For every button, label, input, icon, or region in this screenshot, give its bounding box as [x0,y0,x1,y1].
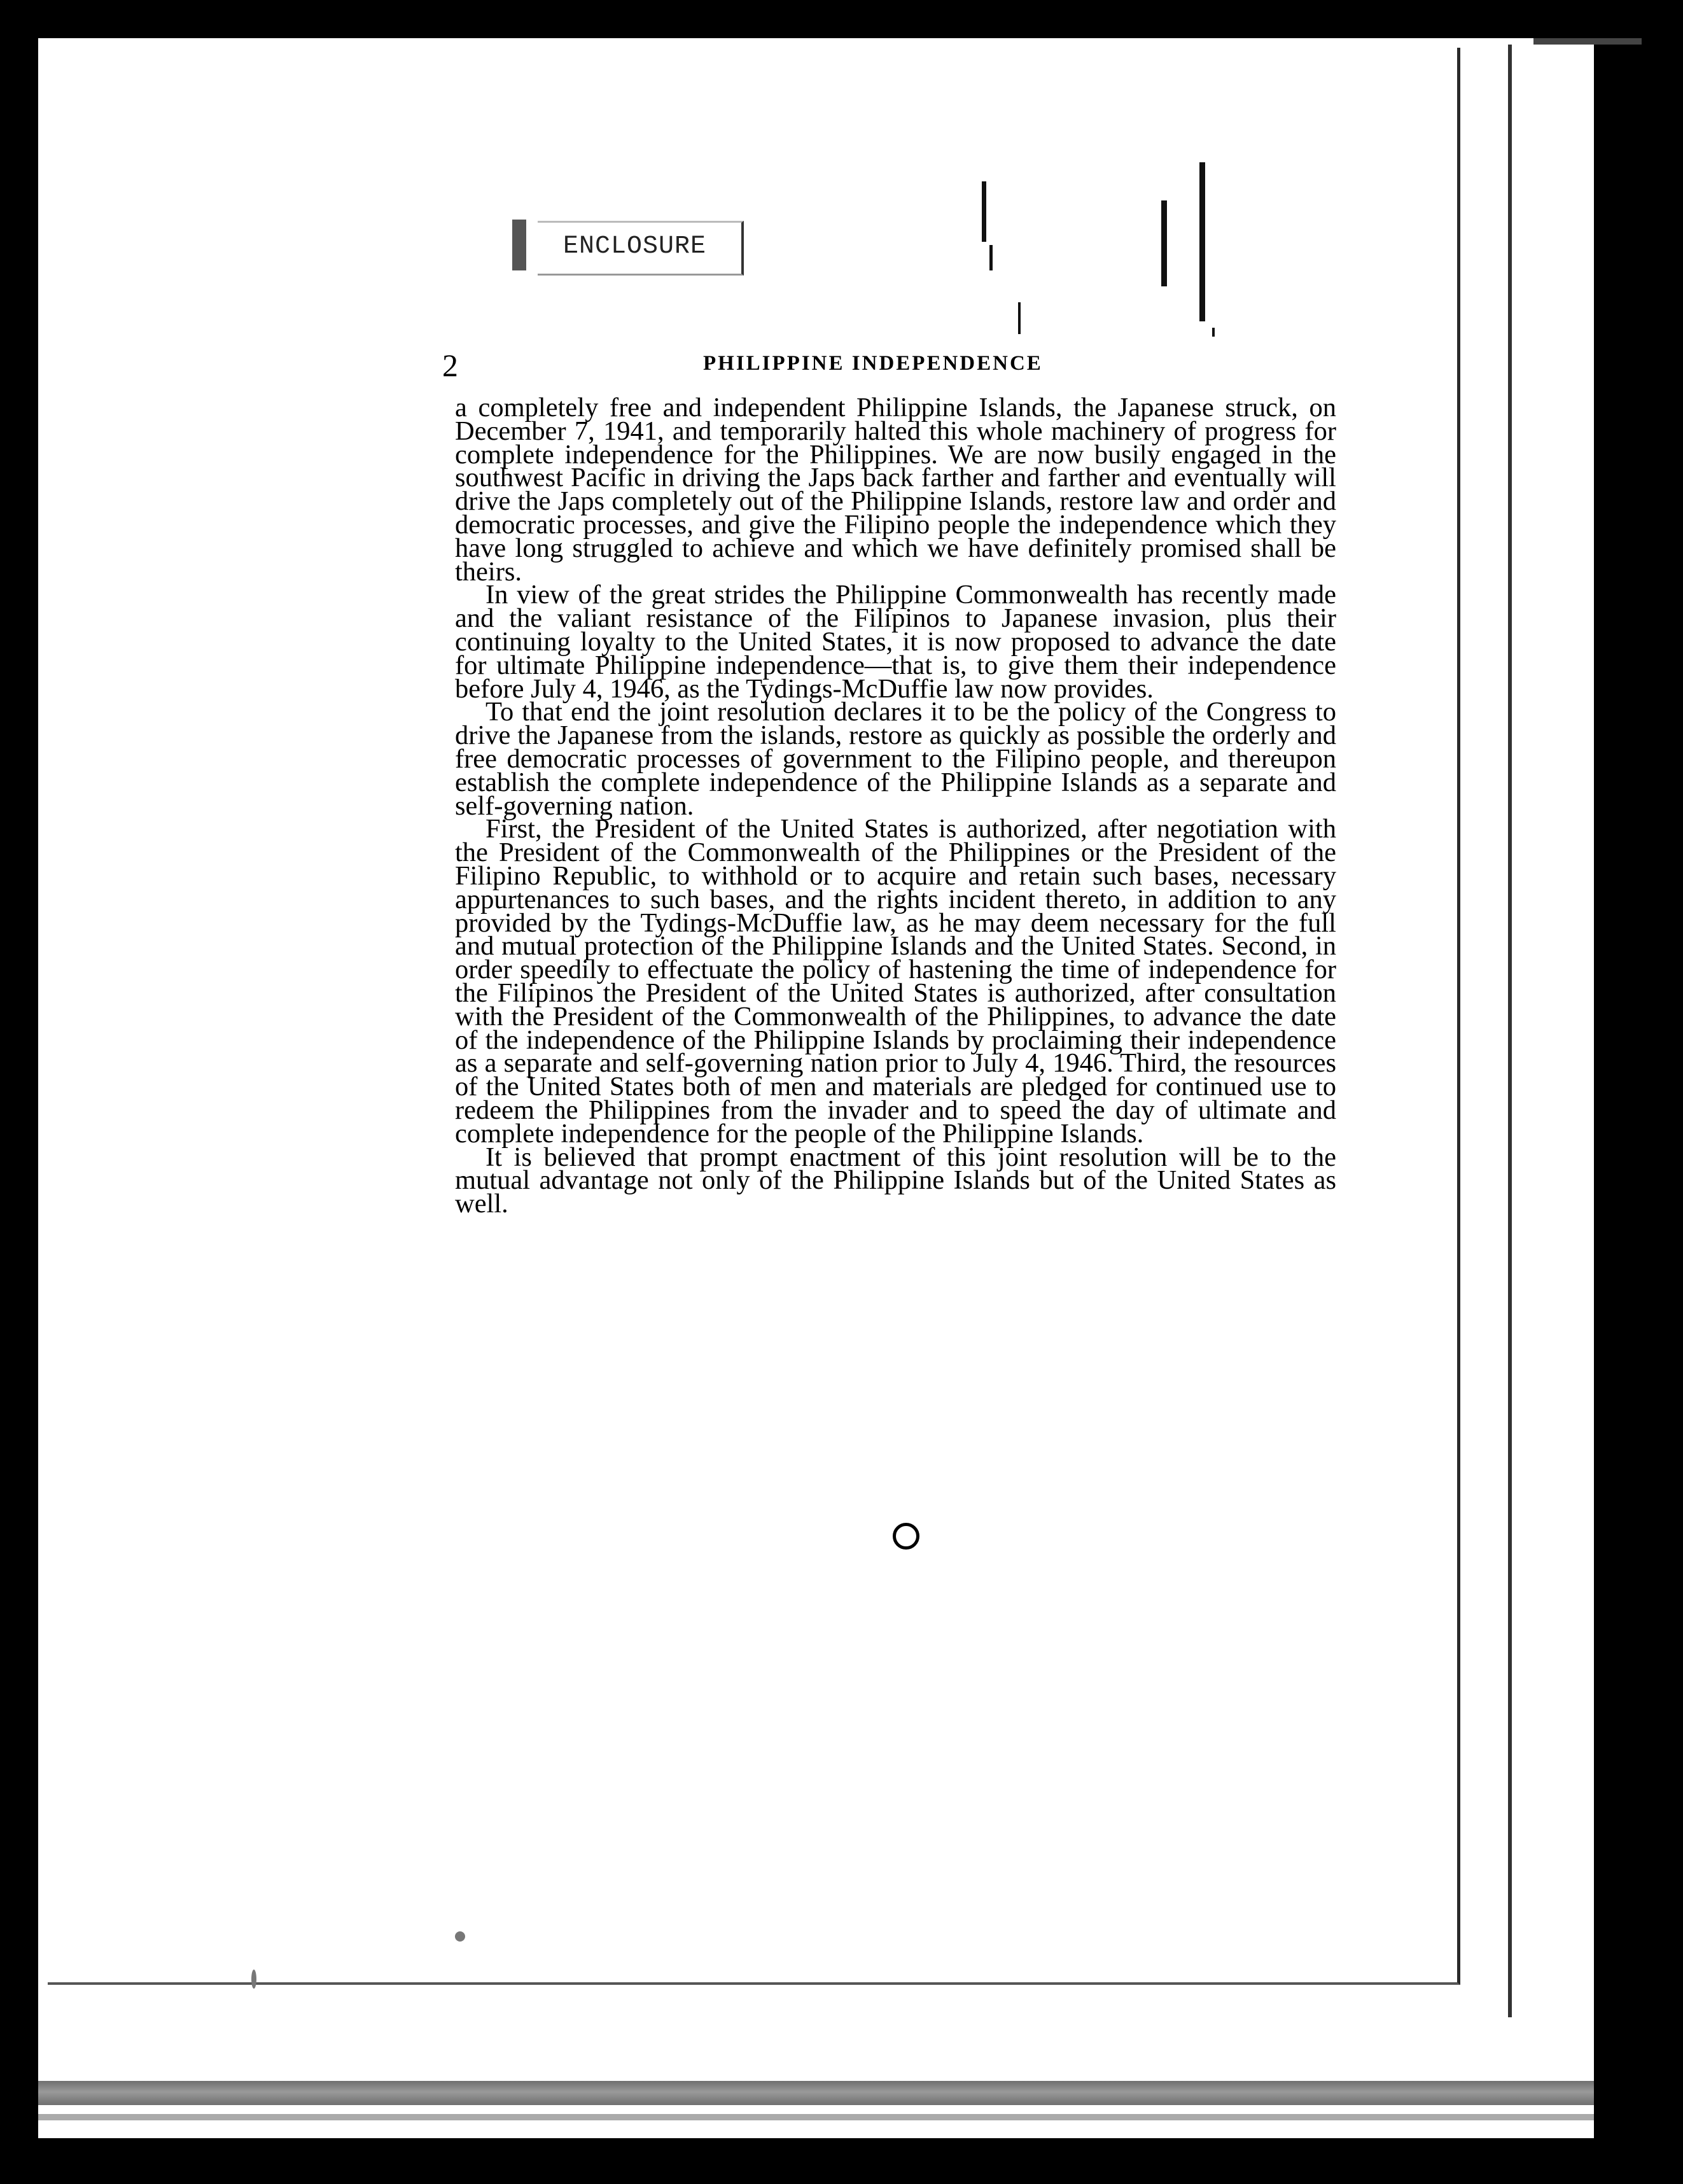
end-mark-icon [893,1523,919,1550]
enclosure-label: ENCLOSURE [563,232,707,261]
paragraph: It is believed that prompt enactment of this joint resolution will be to the mutual advantage not only of the Philippine Islands but of the United States as well. [455,1142,1336,1219]
body-text [455,393,1336,1219]
stamp-bar [512,220,526,270]
underlying-page-strip [38,2081,1594,2105]
document-page [48,48,1460,1985]
scanned-sheet [38,38,1594,2138]
underlying-page-strip [38,2114,1594,2120]
scan-speck [251,1970,256,1989]
enclosure-stamp [474,207,748,283]
pen-mark [1199,162,1205,321]
paragraph: In view of the great strides the Philippine Commonwealth has recently made and the valiant resistance of the Filipinos to Japanese invasion, plus their continuing loyalty to the United States, it is now proposed to advance the date for ultimate Philippine independence—that is, to give them their independence before July 4, 1946, as the Tydings-McDuffie law now provides. [455,580,1336,704]
pen-mark [982,181,986,242]
pen-mark [1161,200,1167,286]
underlying-page-edge [1508,45,1512,2017]
pen-mark [1018,302,1021,334]
paragraph: First, the President of the United States is authorized, after negotiation with the President of the Commonwealth of the Philippines or the President of the Filipino Republic, to withhold or to acquire and retain such bases, necessary appurtenances to such bases, and the rights incident thereto, in addition to any provided by the Tydings-McDuffie law, as he may deem necessary for the full and mutual protection of the Philippine Islands and the United States. Second, in order speedily to effectuate the policy of hastening the time of independence for the Filipinos the President of the United States is authorized, after consultation with the President of the Commonwealth of the Philippines, to advance the date of the independence of the Philippine Islands by proclaiming their independence as a separate and self-governing nation prior to July 4, 1946. Third, the resources of the United States both of men and materials are pledged for continued use to redeem the Philippines from the invader and to speed the day of ultimate and complete independence for the people of the Philippine Islands. [455,814,1336,1149]
page-edge-strip [1533,38,1642,45]
pen-mark [1212,328,1215,337]
running-head: PHILIPPINE INDEPENDENCE [703,352,1043,375]
pen-mark [989,245,993,270]
paragraph: To that end the joint resolution declares it to be the policy of the Congress to drive the Japanese from the islands, restore as quickly as possible the orderly and free democratic processes of government to the Filipino people, and thereupon establish the complete independence of the Philippine Islands as a separate and self-governing nation. [455,697,1336,821]
scan-speck [455,1931,465,1942]
paragraph: a completely free and independent Philippine Islands, the Japanese struck, on December 7, 1941, and temporarily halted this whole machinery of progress for complete independence for the Philippines. We are now busily engaged in the southwest Pacific in driving the Japs back farther and farther and eventually will drive the Japs completely out of the Philippine Islands, restore law and order and democratic processes, and give the Filipino people the independence which they have long struggled to achieve and which we have definitely promised shall be theirs. [455,393,1336,587]
page-number: 2 [442,347,458,383]
